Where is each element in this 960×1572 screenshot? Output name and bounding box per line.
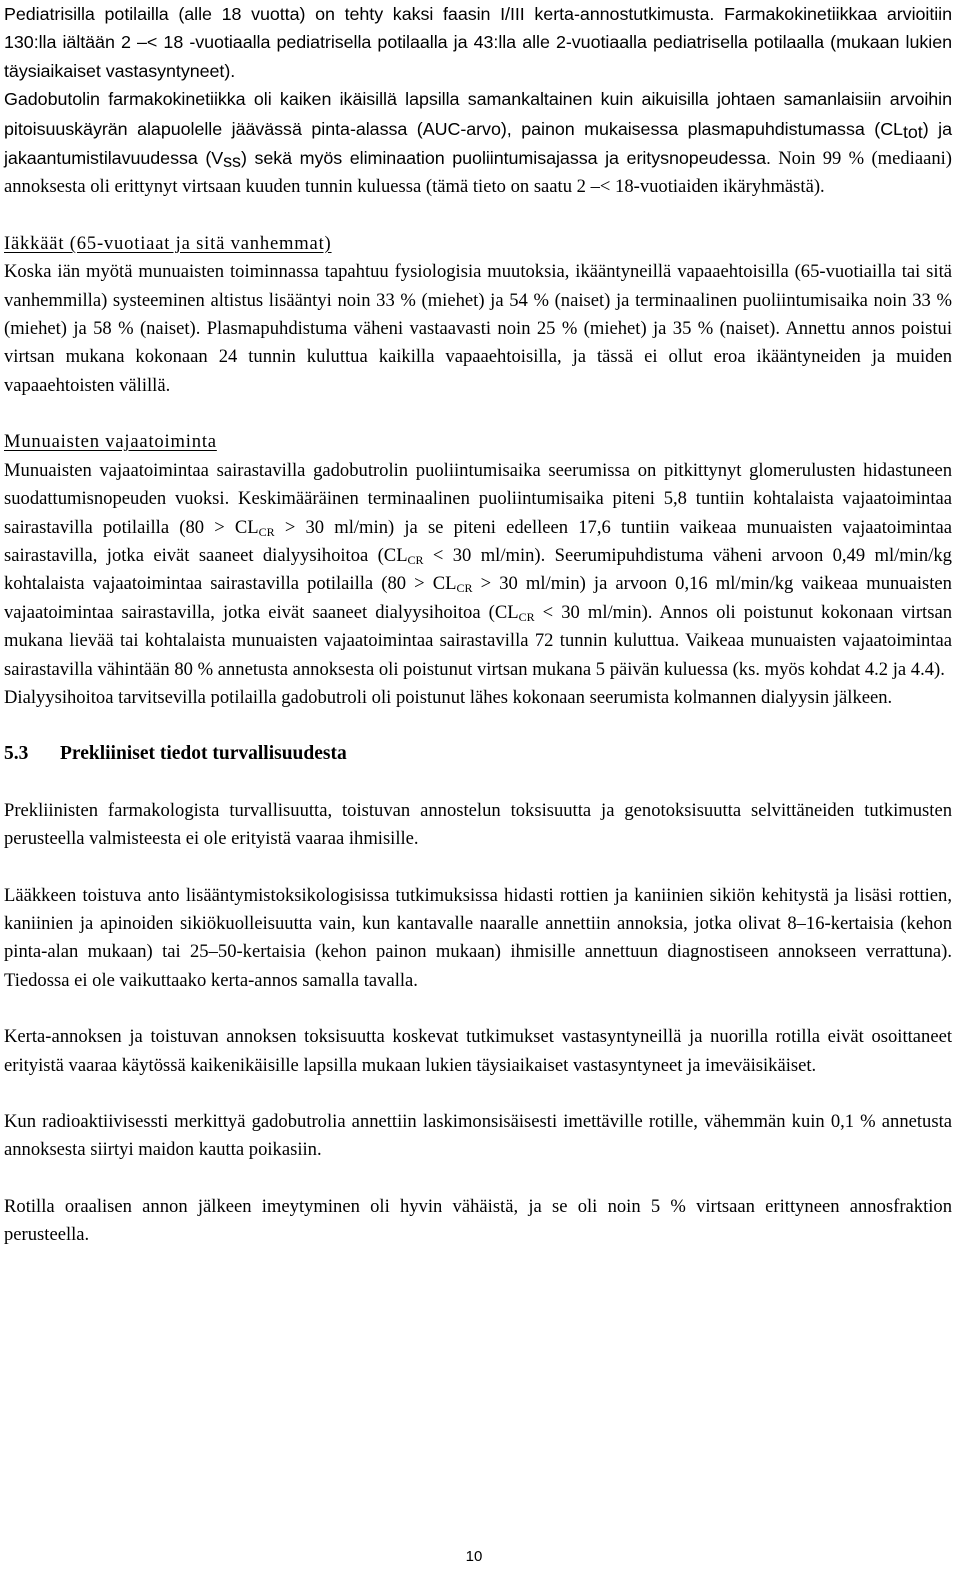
section-number: 5.3 [4,743,29,765]
page-number: 10 [465,1548,483,1565]
v-ss-subscript: ss [223,151,241,172]
pediatric-pk-paragraph [4,85,952,202]
pk-text-part3: ) sekä myös eliminaation puoliintumisajassa ja eritysnopeudessa. [240,148,771,169]
renal-text-part3: < 30 ml/min). Seerumipuhdistuma väheni arvoon 0,49 ml/min/kg kohtalaista vajaatoimintaa sairastavilla potilailla (80 > CL [4,544,952,595]
renal-paragraph [4,457,952,684]
renal-text-part4: > 30 ml/min) ja arvoon 0,16 ml/min/kg vaikeaa munuaisten vajaatoimintaa sairastavilla, jotka eivät saaneet dialyysihoitoa (CL [4,573,952,623]
cl-cr-subscript: CR [258,524,275,539]
elderly-paragraph: Koska iän myötä munuaisten toiminnassa tapahtuu fysiologisia muutoksia, ikääntyneillä vapaaehtoisilla (65-vuotiailla tai sitä vanhemmilla) systeeminen altistus lisääntyi noin 33 % (miehet) ja 54 % (naiset) ja terminaalinen puoliintumisaika noin 33 % (miehet) ja 58 % (naiset). Plasmapuhdistuma väheni vastaavasti noin 25 % (miehet) ja 35 % (naiset). Annettu annos poistui virtsan mukana kokonaan 24 tunnin kuluttua kaikilla vapaaehtoisilla, ja tässä ei ollut eroa ikääntyneiden ja muiden vapaaehtoisten välillä. [4,261,952,396]
renal-text-part1: Munuaisten vajaatoimintaa sairastavilla gadobutrolin puoliintumisaika seerumissa on pitkittynyt glomerulusten hidastuneen suodattumisnopeuden vuoksi. Keskimääräinen terminaalinen puoliintumisaika piteni 5,8 tuntiin kohtalaista vajaatoimintaa sairastavilla potilailla (80 > CL [4,459,952,538]
renal-text-part2: > 30 ml/min) ja se piteni edelleen 17,6 tuntiin vaikeaa munuaisten vajaatoimintaa sairastavilla, jotka eivät saaneet dialyysihoitoa (CL [4,516,952,566]
pk-text-part1: Gadobutolin farmakokinetiikka oli kaiken ikäisillä lapsilla samankaltainen kuin aikuisilla johtaen samanlaisiin arvoihin pitoisuuskäyrän alapuolelle jäävässä pinta-alassa (AUC-arvo), painon mukaisessa plasmapuhdistumassa (CL [4,89,952,139]
cl-tot-subscript: tot [902,121,923,142]
pk-text-part4: Noin 99 % (mediaani) annoksesta oli erittynyt virtsaan kuuden tunnin kuluessa (tämä tieto on saatu 2 –< 18-vuotiaiden ikäryhmästä). [4,148,952,198]
preclinical-paragraph: Lääkkeen toistuva anto lisääntymistoksikologisissa tutkimuksissa hidasti rottien ja kaniinien sikiön kehitystä ja lisäsi rottien, kaniinien ja apinoiden sikiökuolleisuutta vain, kun kantavalle naaralle annettiin annoksia, jotka olivat 8–16-kertaisia (kehon pinta-alan mukaan) tai 25–50-kertaisia (kehon painon mukaan) ihmisille annettuun diagnostiseen annokseen verrattuna). Tiedossa ei ole vaikuttaako kerta-annos samalla tavalla. [4,884,952,991]
preclinical-paragraph: Kerta-annoksen ja toistuvan annoksen toksisuutta koskevat tutkimukset vastasyntyneillä ja nuorilla rotilla eivät osoittaneet erityistä vaaraa käytössä kaikenikäisille lapsilla mukaan lukien täysiaikaiset vastasyntyneet ja imeväisikäiset. [4,1026,952,1076]
renal-heading: Munuaisten vajaatoiminta [4,431,217,453]
preclinical-paragraph: Rotilla oraalisen annon jälkeen imeytyminen oli hyvin vähäistä, ja se oli noin 5 % virtsaan erittyneen annosfraktion perusteella. [4,1195,952,1246]
pediatric-intro-paragraph: Pediatrisilla potilailla (alle 18 vuotta) on tehty kaksi faasin I/III kerta-annostutkimusta. Farmakokinetiikkaa arvioitiin 130:lla iältään 2 –< 18 -vuotiaalla pediatrisella potilaalla ja 43:lla alle 2-vuotiaalla pediatrisella potilaalla (mukaan lukien täysiaikaiset vastasyntyneet). [4,4,952,81]
section-heading [4,740,952,768]
renal-text-part5: < 30 ml/min). Annos oli poistunut kokonaan virtsan mukana lievää tai kohtalaista munuaisten vajaatoimintaa sairastavilla 72 tunnin kuluttua. Vaikeaa munuaisten vajaatoimintaa sairastavilla vähintään 80 % annetusta annoksesta oli poistunut virtsan mukana 5 päivän kuluessa (ks. myös kohdat 4.2 ja 4.4). [4,601,952,680]
pk-text-part2: ) ja jakaantumistilavuudessa (V [4,118,952,169]
preclinical-paragraph: Prekliinisten farmakologista turvallisuutta, toistuvan annostelun toksisuutta ja genotoksisuutta selvittäneiden tutkimusten perusteella valmisteesta ei ole erityistä vaaraa ihmisille. [4,799,952,850]
cl-cr-subscript: CR [456,581,473,596]
document-page [4,0,952,1250]
dialysis-paragraph: Dialyysihoitoa tarvitsevilla potilailla gadobutroli oli poistunut lähes kokonaan seerumista kolmannen dialyysin jälkeen. [4,686,893,708]
elderly-heading: Iäkkäät (65-vuotiaat ja sitä vanhemmat) [4,232,332,254]
cl-cr-subscript: CR [407,552,424,567]
section-title: Prekliiniset tiedot turvallisuudesta [60,743,347,765]
cl-cr-subscript: CR [518,609,535,624]
preclinical-paragraph: Kun radioaktiivisessti merkittyä gadobutrolia annettiin laskimonsisäisesti imettäville rotille, vähemmän kuin 0,1 % annetusta annoksesta siirtyi maidon kautta poikasiin. [4,1111,952,1161]
